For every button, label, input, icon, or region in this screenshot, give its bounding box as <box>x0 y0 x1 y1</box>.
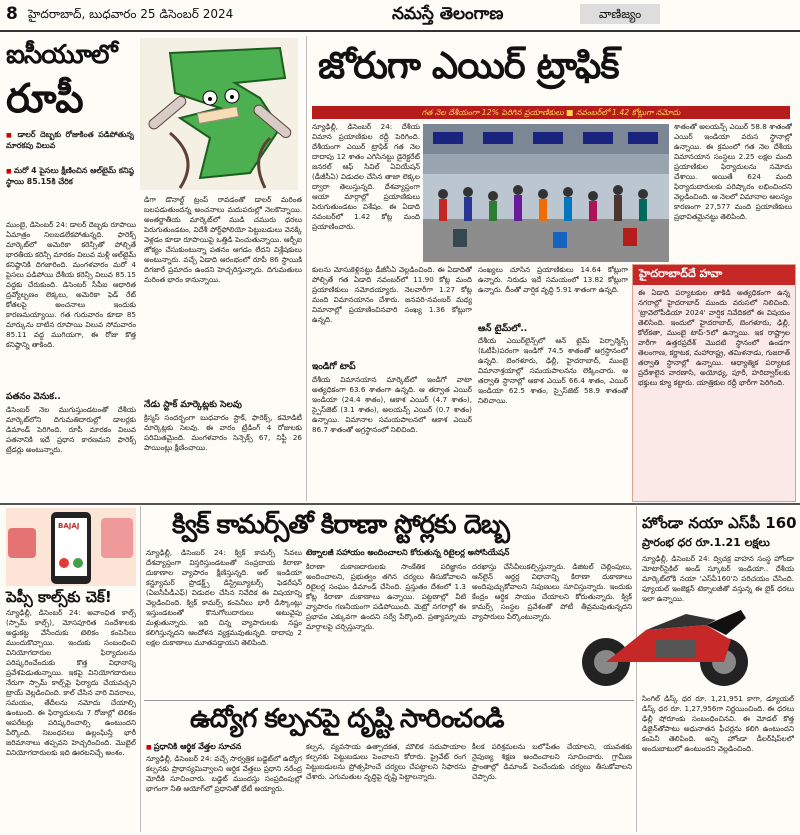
rupee-headline-1: ఐసీయూలో <box>6 40 117 70</box>
air-body-5: సంఖ్యలు చూసిన ప్రయాణికులు 14.64 కోట్లుగా ఉన్నారు. నిరుడు ఇదే సమయంలో 13.82 కోట్లుగా ఉన్నారు. దీంతో వార్షిక వృద్ధి 5.91 శాతంగా ఉన్నది. <box>478 265 628 294</box>
rupee-body-4: క్రిస్మస్ సందర్భంగా బుధవారం స్టాక్, ఫారెక్స్, కమోడిటీ మార్కెట్లకు సెలవు. ఈ వారం ట్రేడింగ్ 4 రోజులకు పరిమితమైంది. మంగళవారం సెన్సెక్స్ 67, నిఫ్టీ 26 పాయింట్లు క్షీణించాయి. <box>144 413 302 452</box>
phone-ad <box>6 508 136 586</box>
spam-headline: పెప్సీ కాల్స్‌కు చెక్! <box>6 588 112 606</box>
indigo-subhead: ఇండిగో టాప్ <box>312 362 356 372</box>
rupee-bullet-1: ■ డాలర్ దెబ్బకు రోజుకింత పడిపోతున్న మారకపు విలువ <box>6 130 134 162</box>
jobs-body-1: న్యూఢిల్లీ, డిసెంబర్ 24: వచ్చే సార్వత్రిక బడ్జెట్‌లో ఉద్యోగ కల్పనకు ప్రాధాన్యమివ్వాలని ఆర్థిక వేత్తలు ప్రధాని నరేంద్ర మోదీకి సూచించారు. బడ్జెట్ ముందస్తు సంప్రదింపుల్లో భాగంగా నీతి ఆయోగ్‌లో ప్రధానితో భేటీ అయ్యారు. <box>146 754 302 793</box>
air-body-1: న్యూఢిల్లీ, డిసెంబర్ 24: దేశీయ విమాన ప్రయాణికుల రద్దీ పెరిగింది. దేశీయంగా ఎయిర్ ట్రాఫిక్ గత నెల దాదాపు 12 శాతం ఎగిసినట్టు డైరెక్టరేట్ జనరల్ ఆఫ్ సివిల్ ఏవియేషన్ (డీజీసీఏ) విడుదల చేసిన తాజా లెక్కల ద్వారా తెలుస్తున్నది. దేశవ్యాప్తంగా ఆయా మార్గాల్లో ప్రయాణికులు పెరుగుతుండటం విశేషం. ఈ ఏడాది నవంబర్‌లో 1.42 కోట్ల మంది ప్రయాణించారు. <box>312 122 420 231</box>
air-body-4: దేశీయ విమానయాన మార్కెట్‌లో ఇండిగో వాటా అత్యధికంగా 63.6 శాతంగా ఉన్నది. ఆ తర్వాత ఎయిర్ ఇండియా (24.4 శాతం), ఆకాశ ఎయిర్ (4.7 శాతం), స్పైస్‌జెట్ (3.1 శాతం), అలయన్స్ ఎయిర్ (0.7 శాతం) ఉన్నాయి. విమానాల సమయపాలనలో ఆకాశ ఎయిర్ 86.7 శాతంతో అగ్రస్థానంలో నిలిచింది. <box>312 375 472 434</box>
stock-holiday-subhead: నేడు స్టాక్ మార్కెట్లకు సెలవు <box>144 400 242 410</box>
ad-brand: BAJAJ <box>58 522 80 530</box>
motorcycle-photo <box>566 600 762 690</box>
ontime-subhead: ఆన్ టైమ్‌లో.. <box>478 324 528 334</box>
air-body-3: కులను మోసుకెళ్లినట్టు డీజీసీఏ వెల్లడించింది. ఈ ఏడాదితో పోల్చితే గత ఏడాది నవంబర్‌లో 11.90 కోట్ల మంది ప్రయాణికులు నమోదయ్యారు. నెలవారీగా 1.27 కోట్ల మంది విమానయానం చేశారు. జనవరి-నవంబర్ మధ్య విమానాల్లో ప్రయాణించినవారి సంఖ్య 1.36 కోట్లుగా ఉన్నది. <box>312 265 472 324</box>
quick-body-2: కిరాణా దుకాణదారులకు సాంకేతిక పరిజ్ఞానం అందించాలని, ప్రభుత్వం తగిన చర్యలు తీసుకోవాలని రిటైలర్ల సంఘం డిమాండ్ చేసింది. ప్రస్తుతం దేశంలో 1.3 కోట్ల కిరాణా దుకాణాలు ఉన్నాయి. పట్టణాల్లో వీటి వ్యాపారం గణనీయంగా పడిపోయింది. మెట్రో నగరాల్లో ఈ ప్రభావం ఎక్కువగా ఉందని సర్వే పేర్కొంది. ప్రత్యామ్నాయ మార్గాలపై చర్చిస్తున్నారు. <box>306 562 466 631</box>
airport-photo <box>423 124 669 262</box>
quick-headline: క్విక్ కామర్స్‌తో కిరాణా స్టోర్లకు దెబ్బ <box>172 510 510 540</box>
quick-subhead: టెక్నాలజీ సహాయం అందించాలని కోరుతున్న రిటైలర్ల అసోసియేషన్ <box>306 548 510 557</box>
air-body-2: శాతంతో అలయన్స్ ఎయిర్ 58.8 శాతంతో ఎయిర్ ఇండియా వరుస స్థానాల్లో ఉన్నాయి. ఈ క్రమంలో గత నెల దేశీయ విమానయాన సంస్థలు 2.25 లక్షల మంది ప్రయాణికుల ఫిర్యాదులను నమోదు చేశాయి. అయితే 624 మంది ఫిర్యాదుదారులకు పరిష్కారం లభించిందని వెల్లడించింది. ఆ నెలలో విమానాల ఆలస్యం కారణంగా 27,577 మంది ప్రయాణికులు ప్రభావితమైనట్టు తెలిపింది. <box>674 122 792 221</box>
jobs-headline: ఉద్యోగ కల్పనపై దృష్టి సారించండి <box>190 704 504 734</box>
honda-body-1: న్యూఢిల్లీ, డిసెంబర్ 24: ద్విచక్ర వాహన సంస్థ హోండా మోటార్‌సైకిల్ అండ్ స్కూటర్ ఇండియా.. దేశీయ మార్కెట్‌లోకి నయా 'ఎస్‌పీ160'ని పరిచయం చేసింది. ఫ్యూయల్ ఇంజెక్షన్ టెక్నాలజీతో వస్తున్న ఈ బైక్ ధరలు ఇలా ఉన్నాయి. <box>642 554 794 603</box>
honda-body-2: సింగిల్ డిస్క్ ధర రూ. 1,21,951 కాగా, డ్యూయల్ డిస్క్ ధర రూ. 1,27,956గా నిర్ణయించింది. ఈ ధరలు ఢిల్లీ షోరూంకు సంబంధించినవి. ఈ మోడల్ కొత్త డిజైన్‌తోపాటు అధునాతన ఫీచర్లను కలిగి ఉంటుందని కంపెనీ తెలిపింది. అన్ని హోండా డీలర్‌షిప్‌లలో అందుబాటులో ఉంటుందని వెల్లడించింది. <box>642 694 794 753</box>
jobs-bullet: ■ ప్రధానికి ఆర్థిక వేత్తల సూచన <box>146 742 241 753</box>
hyderabad-body: ఈ ఏడాది పర్యాటకుల తాకిడి అత్యధికంగా ఉన్న నగరాల్లో హైదరాబాద్ ముందు వరుసలో నిలిచింది. 'ట్రావెలోపీడియా 2024' వార్షిక నివేదికలో ఈ విషయం తెలిసింది. ఇందులో హైదరాబాద్, బెంగళూరు, ఢిల్లీ, కోల్‌కతా, ముంబై టాప్-5లో ఉన్నాయి. ఇక రాష్ట్రాల వారీగా ఉత్తరప్రదేశ్ మొదటి స్థానంలో ఉండగా తెలంగాణ, కర్ణాటక, మహారాష్ట్ర, తమిళనాడు, గుజరాత్ తర్వాతి స్థానాల్లో ఉన్నాయి. ఆధ్యాత్మిక పర్యాటక ప్రదేశాలైన వారణాసి, అయోధ్య, పూరీ, హరిద్వార్‌లకు భక్తులు క్యూ కట్టారు. యాత్రికుల రద్దీ భారీగా పెరిగింది. <box>638 288 790 387</box>
honda-subline: ప్రారంభ ధర రూ.1.21 లక్షలు <box>642 536 770 549</box>
honda-headline: హోండా నయా ఎస్‌పీ 160 <box>642 514 797 532</box>
quick-body-1: న్యూఢిల్లీ, డిసెంబర్ 24: క్విక్ కామర్స్ సేవలు దేశవ్యాప్తంగా విస్తరిస్తుండటంతో సంప్రదాయ కిరాణా దుకాణాల వ్యాపారం క్షీణిస్తున్నది. ఆల్ ఇండియా కన్జ్యూమర్ ప్రొడక్ట్స్ డిస్ట్రిబ్యూటర్స్ ఫెడరేషన్ (ఏఐసీపీడీఎఫ్) విడుదల చేసిన నివేదిక ఈ విషయాన్ని వెల్లడించింది. క్విక్ కామర్స్ కంపెనీలు భారీ డిస్కౌంట్లు ఇస్తుండటంతో కొనుగోలుదారులు అటువైపు మళ్లుతున్నారు. ఇది చిన్న వ్యాపారులకు నష్టం కలిగిస్తున్నదని ఆందోళన వ్యక్తమవుతున్నది. దాదాపు 2 లక్షల దుకాణాలు మూతపడ్డాయని తెలిపింది. <box>146 548 302 647</box>
spam-body: న్యూఢిల్లీ, డిసెంబర్ 24: అవాంఛిత కాల్స్ (స్పామ్ కాల్స్), మోసపూరిత సందేశాలకు అడ్డుకట్ట వేసేందుకు టెలికం కంపెనీలు ముందుకొచ్చాయి. ఇందుకు సంబంధించి వినియోగదారుల ఫిర్యాదులను పరిష్కరించేందుకు కొత్త విధానాన్ని ప్రవేశపెడుతున్నాయి. ఇకపై వినియోగదారులు నేరుగా స్పామ్ కాల్స్‌పై ఫిర్యాదు చేయవచ్చని ట్రాయ్ వెల్లడించింది. కాల్ చేసిన వారి వివరాలు, సమయం, తేదీలను నమోదు చేయాల్సి ఉంటుంది. ఈ ఫిర్యాదులను 7 రోజుల్లో టెలికం ఆపరేటర్లు పరిష్కరించాల్సి ఉంటుందని పేర్కొంది. నిబంధనలు ఉల్లంఘిస్తే భారీ జరిమానాలు తప్పవని హెచ్చరించింది. మొబైల్ వినియోగదారులకు ఇది ఊరటనిచ్చే అంశం. <box>6 608 136 757</box>
rupee-body-3: డిగా డొనాల్డ్ ట్రంప్ రావడంతో డాలర్ మరింత బలపడుతుందన్న అంచనాలు మదుపరుల్లో నెలకొన్నాయి. అంతర్జాతీయ మార్కెట్‌లో ముడి చమురు ధరలు పెరుగుతుండటం, విదేశీ పోర్ట్‌ఫోలియో పెట్టుబడులు వెనక్కి వెళ్లడం కూడా రూపాయిపై ఒత్తిడి పెంచుతున్నాయి. ఆర్బీఐ జోక్యం చేసుకుంటున్నా పతనం ఆగడం లేదని విశ్లేషకులు అంటున్నారు. వచ్చే ఏడాది ఆరంభంలో రూపీ 86 స్థాయికి దిగజారే ప్రమాదం ఉందని హెచ్చరిస్తున్నారు. దిగుమతులు మరింత భారం కానున్నాయి. <box>144 195 302 284</box>
rupee-body-1: ముంబై, డిసెంబర్ 24: డాలర్ దెబ్బకు రూపాయి ఏమాత్రం నిలబడలేకపోతున్నది. ఫారెక్స్ మార్కెట్‌లో అమెరికా కరెన్సీతో పోల్చితే భారతీయ కరెన్సీ మారకం విలువ మళ్లీ ఆల్‌టైమ్ కనిష్ఠానికి దిగజారింది. మంగళవారం మరో 4 పైసలు పడిపోయి దేశీయ కరెన్సీ విలువ 85.15 వద్దకు చేరుకుంది. డిసెంబర్ సీపీఐ ఆధారిత ద్రవ్యోల్బణం లెక్కలు, అమెరికా ఫెడ్ రేట్ కోతలపై అంచనాలు ఇందుకు కారణమయ్యాయి. గత గురువారం కూడా 85 మార్కును దాటిన రూపాయి విలువ సోమవారం 85.11 వద్ద ముగియగా, ఈ రోజు కొత్త కనిష్ఠాన్ని తాకింది. <box>6 220 136 349</box>
hyderabad-box <box>632 264 796 502</box>
paper-name: నమస్తే తెలంగాణ <box>392 4 504 24</box>
air-headline: జోరుగా ఎయిర్ ట్రాఫిక్ <box>318 44 619 87</box>
air-subline: గత నెల దేశీయంగా 12% పెరిగిన ప్రయాణికులు ■ నవంబర్‌లో 1.42 కోట్లుగా నమోదు <box>312 106 790 119</box>
page-number: 8 <box>6 4 18 24</box>
jobs-body-2: కల్పన, వ్యవసాయ ఉత్పాదకత, మౌలిక సదుపాయాల కల్పనకు పెట్టుబడులు పెంచాలని కోరారు. ప్రైవేట్ రంగ పెట్టుబడులను ప్రోత్సహించే చర్యలు చేపట్టాలని సిఫారసు చేశారు. ఎగుమతుల వృద్ధిపై దృష్టి పెట్టాలన్నారు. <box>306 742 466 781</box>
rupee-headline-2: రూపీ <box>6 76 84 122</box>
hyderabad-title: హైదరాబాద్‌దే హవా <box>633 265 795 285</box>
rupee-bullet-2: ■ మరో 4 పైసలు క్షీణించిన ఆల్‌టైమ్ కనిష్ఠ స్థాయి 85.15కి చేరిక <box>6 166 134 210</box>
date-line: హైదరాబాద్, బుధవారం 25 డిసెంబర్ 2024 <box>28 7 234 21</box>
rupee-subhead: పతనం వెనుక.. <box>6 392 61 402</box>
air-body-6: దేశీయ ఎయిర్‌లైన్స్‌లో ఆన్ టైమ్ పెర్ఫార్మెన్స్ (ఓటీపీ)పరంగా ఇండిగో 74.5 శాతంతో అగ్రస్థానంలో ఉన్నది. బెంగళూరు, ఢిల్లీ, హైదరాబాద్, ముంబై విమానాశ్రయాల్లో సమయపాలనను లెక్కించారు. ఆ తర్వాతి స్థానాల్లో ఆకాశ ఎయిర్ 66.4 శాతం, ఎయిర్ ఇండియా 62.5 శాతం, స్పైస్‌జెట్ 58.9 శాతంతో నిలిచాయి. <box>478 336 628 405</box>
jobs-body-3: కీలక పరిశ్రమలను బలోపేతం చేయాలని, యువతకు నైపుణ్య శిక్షణ అందించాలని సూచించారు. గ్రామీణ ప్రాంతాల్లో డిమాండ్ పెంచేందుకు చర్యలు తీసుకోవాలని చెప్పారు. <box>472 742 632 781</box>
rupee-illustration <box>140 38 298 190</box>
quick-body-3: దరఖాస్తు చేసేవీలుకల్పిస్తున్నారు. డిజిటల్ చెల్లింపులు, ఆన్‌లైన్ ఆర్డర్ల విధానాన్ని కిరాణా దుకాణాలు అందిపుచ్చుకోవాలని నిపుణులు సూచిస్తున్నారు. ఇందుకు కేంద్రం ఆర్థిక సాయం చేయాలని కోరుతున్నారు. క్విక్ కామర్స్ సంస్థల ప్రవేశంతో పోటీ తీవ్రమవుతున్నదని వ్యాపారులు పేర్కొంటున్నారు. <box>472 562 632 621</box>
section-label: వాణిజ్యం <box>580 4 660 24</box>
rupee-body-2: డిసెంబర్ నెల ముగుస్తుండటంతో దేశీయ మార్కెట్‌లోని దిగుమతిదారుల్లో డాలర్లకు డిమాండ్ పెరిగింది. రూపీ మారకం విలువ పతనానికి ఇదే ప్రధాన కారణమని ఫారెక్స్ ట్రేడర్లు అంటున్నారు. <box>6 405 136 454</box>
masthead <box>0 0 800 32</box>
